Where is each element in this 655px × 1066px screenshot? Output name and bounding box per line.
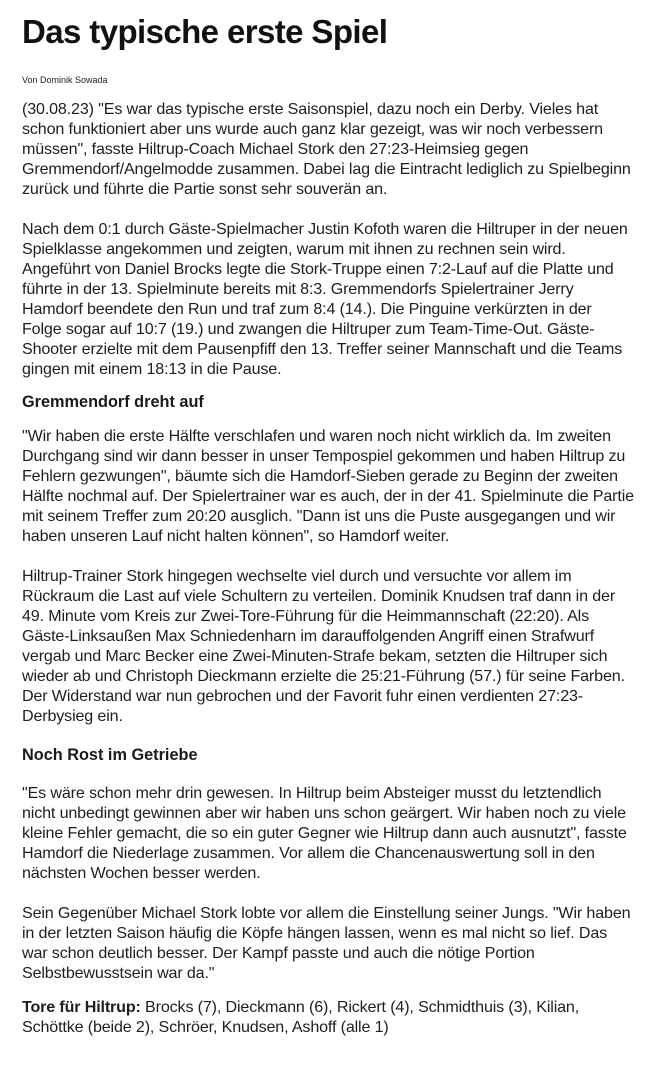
scorers-line xyxy=(22,997,634,1037)
subheading-gremmendorf: Gremmendorf dreht auf xyxy=(22,393,204,411)
paragraph-intro: (30.08.23) "Es war das typische erste Saisonspiel, dazu noch ein Derby. Vieles hat schon funktioniert aber uns wurde auch ganz klar gezeigt, was wir noch verbessern müssen", fasste Hiltrup-Coach Michael Stork den 27:23-Heimsieg gegen Gremmendorf/Angelmodde zusammen. Dabei lag die Eintracht lediglich zu Spielbeginn zurück und führte die Partie sonst sehr souverän an. xyxy=(22,100,631,198)
paragraph-second-half: "Wir haben die erste Hälfte verschlafen und waren noch nicht wirklich da. Im zweiten Durchgang sind wir dann besser in unser Tempospiel gekommen und haben Hiltrup zu Fehlern gezwungen", bäumte sich die Hamdorf-Sieben gerade zu Beginn der zweiten Hälfte nochmal auf. Der Spielertrainer war es auch, der in der 41. Spielminute die Partie mit seinem Treffer zum 20:20 ausglich. "Dann ist uns die Puste ausgegangen und wir haben unseren Lauf nicht halten können", so Hamdorf weiter. xyxy=(22,427,634,545)
article-title: Das typische erste Spiel xyxy=(22,13,388,50)
article xyxy=(22,0,634,1037)
paragraph-hamdorf-quote: "Es wäre schon mehr drin gewesen. In Hiltrup beim Absteiger musst du letztendlich nicht unbedingt gewinnen aber wir haben uns schon geärgert. Wir haben noch zu viele kleine Fehler gemacht, die so ein guter Gegner wie Hiltrup dann auch ausnutzt", fasste Hamdorf die Niederlage zusammen. Vor allem die Chancenauswertung soll in den nächsten Wochen besser werden. xyxy=(22,784,627,882)
subheading-rost: Noch Rost im Getriebe xyxy=(22,746,198,764)
paragraph-stork-rotation: Hiltrup-Trainer Stork hingegen wechselte viel durch und versuchte vor allem im Rückraum die Last auf viele Schultern zu verteilen. Dominik Knudsen traf dann in der 49. Minute vom Kreis zur Zwei-Tore-Führung für die Heimmannschaft (22:20). Als Gäste-Linksaußen Max Schniedenharn im darauffolgenden Angriff einen Strafwurf vergab und Marc Becker eine Zwei-Minuten-Strafe bekam, setzten die Hiltruper sich wieder ab und Christoph Dieckmann erzielte die 25:21-Führung (57.) für seine Farben. Der Widerstand war nun gebrochen und der Favorit fuhr einen verdienten 27:23-Derbysieg ein. xyxy=(22,567,625,725)
author-byline: Von Dominik Sowada xyxy=(22,75,108,85)
paragraph-first-half: Nach dem 0:1 durch Gäste-Spielmacher Justin Kofoth waren die Hiltruper in der neuen Spielklasse angekommen und zeigten, warum mit ihnen zu rechnen sein wird. Angeführt von Daniel Brocks legte die Stork-Truppe einen 7:2-Lauf auf die Platte und führte in der 13. Spielminute bereits mit 8:3. Gremmendorfs Spielertrainer Jerry Hamdorf beendete den Run und traf zum 8:4 (14.). Die Pinguine verkürzten in der Folge sogar auf 10:7 (19.) und zwangen die Hiltruper zum Team-Time-Out. Gäste-Shooter erzielte mit dem Pausenpfiff den 13. Treffer seiner Mannschaft und die Teams gingen mit einem 18:13 in die Pause. xyxy=(22,220,628,378)
paragraph-stork-quote: Sein Gegenüber Michael Stork lobte vor allem die Einstellung seiner Jungs. "Wir haben in der letzten Saison häufig die Köpfe hängen lassen, wenn es mal nicht so lief. Das war schon deutlich besser. Der Kampf passte und auch die nötige Portion Selbstbewusstsein war da." xyxy=(22,904,631,982)
scorers-label: Tore für Hiltrup: xyxy=(22,998,141,1016)
scorers-list: Brocks (7), Dieckmann (6), Rickert (4), Schmidthuis (3), Kilian, Schöttke (beide 2), Schröer, Knudsen, Ashoff (alle 1) xyxy=(22,998,580,1036)
